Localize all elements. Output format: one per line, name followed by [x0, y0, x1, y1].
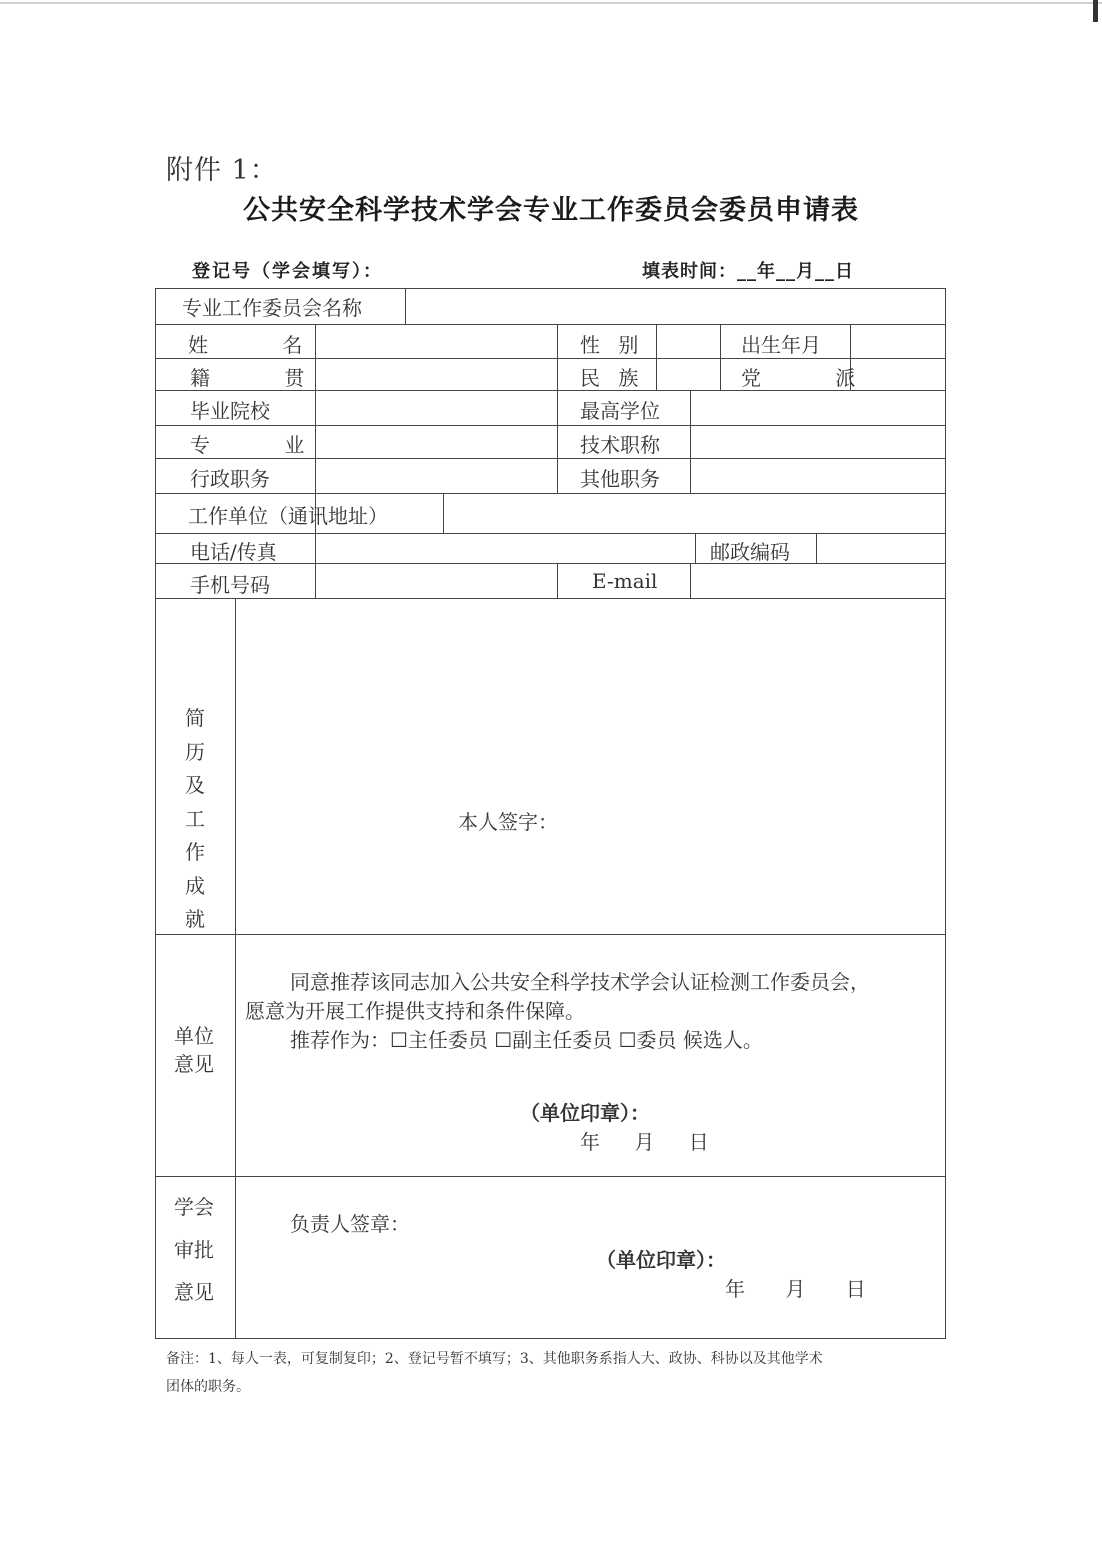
col-line: [690, 390, 691, 493]
approval-label-1: 学会: [174, 1195, 214, 1219]
school-label: 毕业院校: [190, 399, 270, 423]
employer-label: 工作单位（通讯地址）: [188, 504, 388, 528]
unit-opinion-line-2: 愿意为开展工作提供支持和条件保障。: [245, 999, 585, 1023]
table-border-right: [945, 288, 946, 1339]
col-line: [557, 324, 558, 493]
col-line: [690, 563, 691, 598]
col-line: [405, 288, 406, 324]
fill-date-label: 填表时间：__年__月__日: [642, 261, 854, 282]
col-line: [816, 533, 817, 563]
gender-label: 性 别: [580, 333, 645, 357]
registration-number-label: 登记号（学会填写）：: [192, 261, 383, 282]
degree-label: 最高学位: [580, 399, 660, 423]
row-line: [155, 493, 946, 494]
party-label: 党 派: [741, 366, 890, 390]
mobile-label: 手机号码: [190, 573, 270, 597]
col-line: [695, 533, 696, 563]
title-rank-label: 技术职称: [580, 433, 660, 457]
unit-opinion-line-3: 推荐作为：☐主任委员 ☐副主任委员 ☐委员 候选人。: [290, 1028, 763, 1052]
table-border-bottom: [155, 1338, 946, 1339]
attachment-label: 附件 1：: [166, 155, 278, 186]
unit-date-label: 年 月 日: [580, 1130, 709, 1154]
row-line: [155, 458, 946, 459]
birth-label: 出生年月: [741, 333, 821, 357]
row-line: [155, 324, 946, 325]
table-border-left: [155, 288, 156, 1339]
unit-seal-label: （单位印章）：: [520, 1101, 650, 1125]
unit-opinion-label-1: 单位: [174, 1024, 214, 1048]
unit-opinion-line-1: 同意推荐该同志加入公共安全科学技术学会认证检测工作委员会，: [290, 970, 870, 994]
scan-edge-mark: [1093, 0, 1098, 22]
phone-fax-label: 电话/传真: [190, 540, 277, 564]
approval-label-3: 意见: [174, 1280, 214, 1304]
col-line: [557, 563, 558, 598]
row-line: [155, 1176, 946, 1177]
resume-label: 简历及工作成就: [185, 706, 205, 931]
row-line: [155, 598, 946, 599]
approval-date-label: 年 月 日: [725, 1277, 866, 1301]
email-label: E-mail: [592, 569, 658, 593]
resume-signature-label: 本人签字：: [458, 810, 558, 834]
postcode-label: 邮政编码: [710, 540, 790, 564]
table-border-top: [155, 288, 946, 289]
row-line: [155, 425, 946, 426]
admin-post-label: 行政职务: [190, 467, 270, 491]
form-title: 公共安全科学技术学会专业工作委员会委员申请表: [243, 195, 859, 226]
col-line: [656, 324, 657, 390]
col-line: [443, 493, 444, 533]
note-line-1: 备注：1、每人一表，可复制复印；2、登记号暂不填写；3、其他职务系指人大、政协、科协以及其他学术: [166, 1351, 823, 1367]
major-label: 专 业: [190, 433, 339, 457]
ethnicity-label: 民 族: [580, 366, 645, 390]
row-line: [155, 358, 946, 359]
row-line: [155, 533, 946, 534]
approval-seal-label: （单位印章）：: [596, 1248, 726, 1272]
leader-sign-label: 负责人签章：: [290, 1212, 410, 1236]
approval-label-2: 审批: [174, 1238, 214, 1262]
committee-name-label: 专业工作委员会名称: [182, 296, 362, 320]
other-post-label: 其他职务: [580, 467, 660, 491]
note-line-2: 团体的职务。: [166, 1379, 250, 1395]
native-place-label: 籍 贯: [190, 366, 339, 390]
col-line: [720, 324, 721, 390]
name-label: 姓 名: [188, 333, 337, 357]
unit-opinion-label-2: 意见: [174, 1052, 214, 1076]
col-line: [235, 598, 236, 1338]
scan-top-edge: [0, 2, 1102, 4]
row-line: [155, 934, 946, 935]
